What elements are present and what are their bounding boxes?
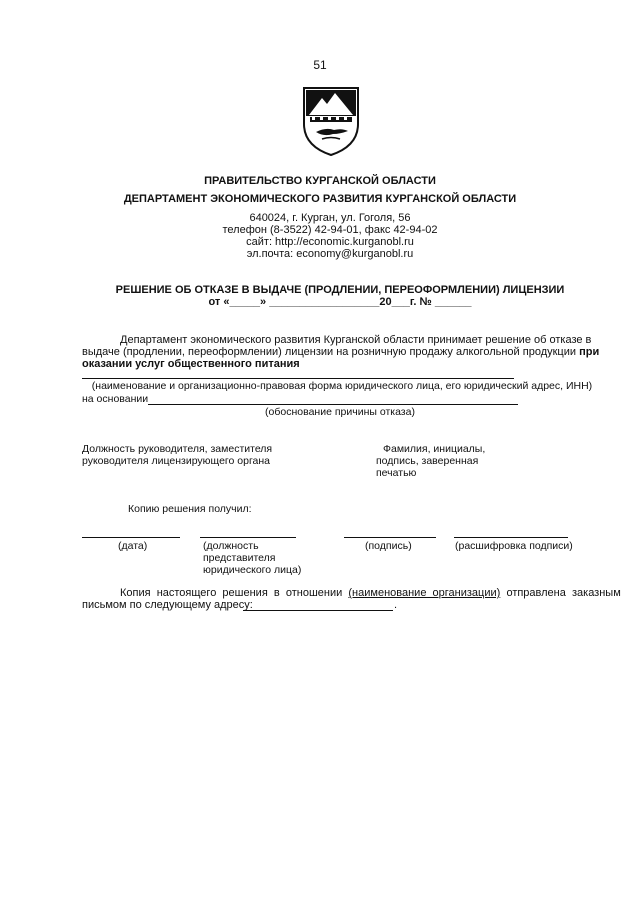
department-phone: телефон (8-3522) 42-94-01, факс 42-94-02 [222,224,438,236]
decision-paragraph-line3: оказании услуг общественного питания [82,358,300,370]
coat-of-arms-icon [300,84,362,158]
government-title: ПРАВИТЕЛЬСТВО КУРГАНСКОЙ ОБЛАСТИ [204,175,436,187]
department-site: сайт: http://economic.kurganobl.ru [246,236,414,248]
basis-label: на основании [82,393,149,405]
decision-paragraph-line1: Департамент экономического развития Курганской области принимает решение об отказе в [120,334,592,346]
address-line[interactable] [243,610,393,611]
signatory-position-line1: Должность руководителя, заместителя [82,443,273,455]
organization-caption: (наименование и организационно-правовая форма юридического лица, его юридический адрес, ИНН) [91,380,593,392]
signatory-position-line2: руководителя лицензирующего органа [82,455,271,467]
receipt-signature-line[interactable] [344,537,436,538]
organization-name-line[interactable] [82,378,514,379]
receipt-decoding-caption: (расшифровка подписи) [455,540,573,552]
department-email: эл.почта: economy@kurganobl.ru [246,248,414,260]
footer-line2-end: . [394,599,398,611]
footer-text-a: Копия настоящего решения в отношении [120,587,343,599]
signatory-name-line3: печатью [376,467,417,479]
basis-line[interactable] [148,404,518,405]
receipt-date-line[interactable] [82,537,180,538]
footer-text-b: отправлена заказным [506,587,621,599]
page-number: 51 [313,58,327,72]
department-address: 640024, г. Курган, ул. Гоголя, 56 [249,212,411,224]
basis-caption: (обоснование причины отказа) [265,406,415,418]
receipt-date-caption: (дата) [118,540,148,552]
organization-name-reference: (наименование организации) [348,587,501,599]
signatory-name-line1: Фамилия, инициалы, [383,443,486,455]
document-date-number: от «_____» __________________20___г. № ______ [208,296,472,308]
receipt-position-caption-line2: представителя [203,552,276,564]
receipt-signature-caption: (подпись) [365,540,412,552]
footer-line2: письмом по следующему адресу: [82,599,253,611]
receipt-label: Копию решения получил: [128,503,252,515]
receipt-position-caption-line3: юридического лица) [203,564,302,576]
signatory-name-line2: подпись, заверенная [376,455,479,467]
decision-paragraph-text: выдаче (продлении, переоформлении) лицензии на розничную продажу алкогольной продукции [82,346,577,358]
receipt-decoding-line[interactable] [454,537,568,538]
department-title: ДЕПАРТАМЕНТ ЭКОНОМИЧЕСКОГО РАЗВИТИЯ КУРГАНСКОЙ ОБЛАСТИ [123,193,517,205]
decision-paragraph-bold: при [579,346,600,358]
document-title: РЕШЕНИЕ ОБ ОТКАЗЕ В ВЫДАЧЕ (ПРОДЛЕНИИ, ПЕРЕОФОРМЛЕНИИ) ЛИЦЕНЗИИ [115,284,565,296]
receipt-position-caption-line1: (должность [203,540,259,552]
receipt-position-line[interactable] [200,537,296,538]
